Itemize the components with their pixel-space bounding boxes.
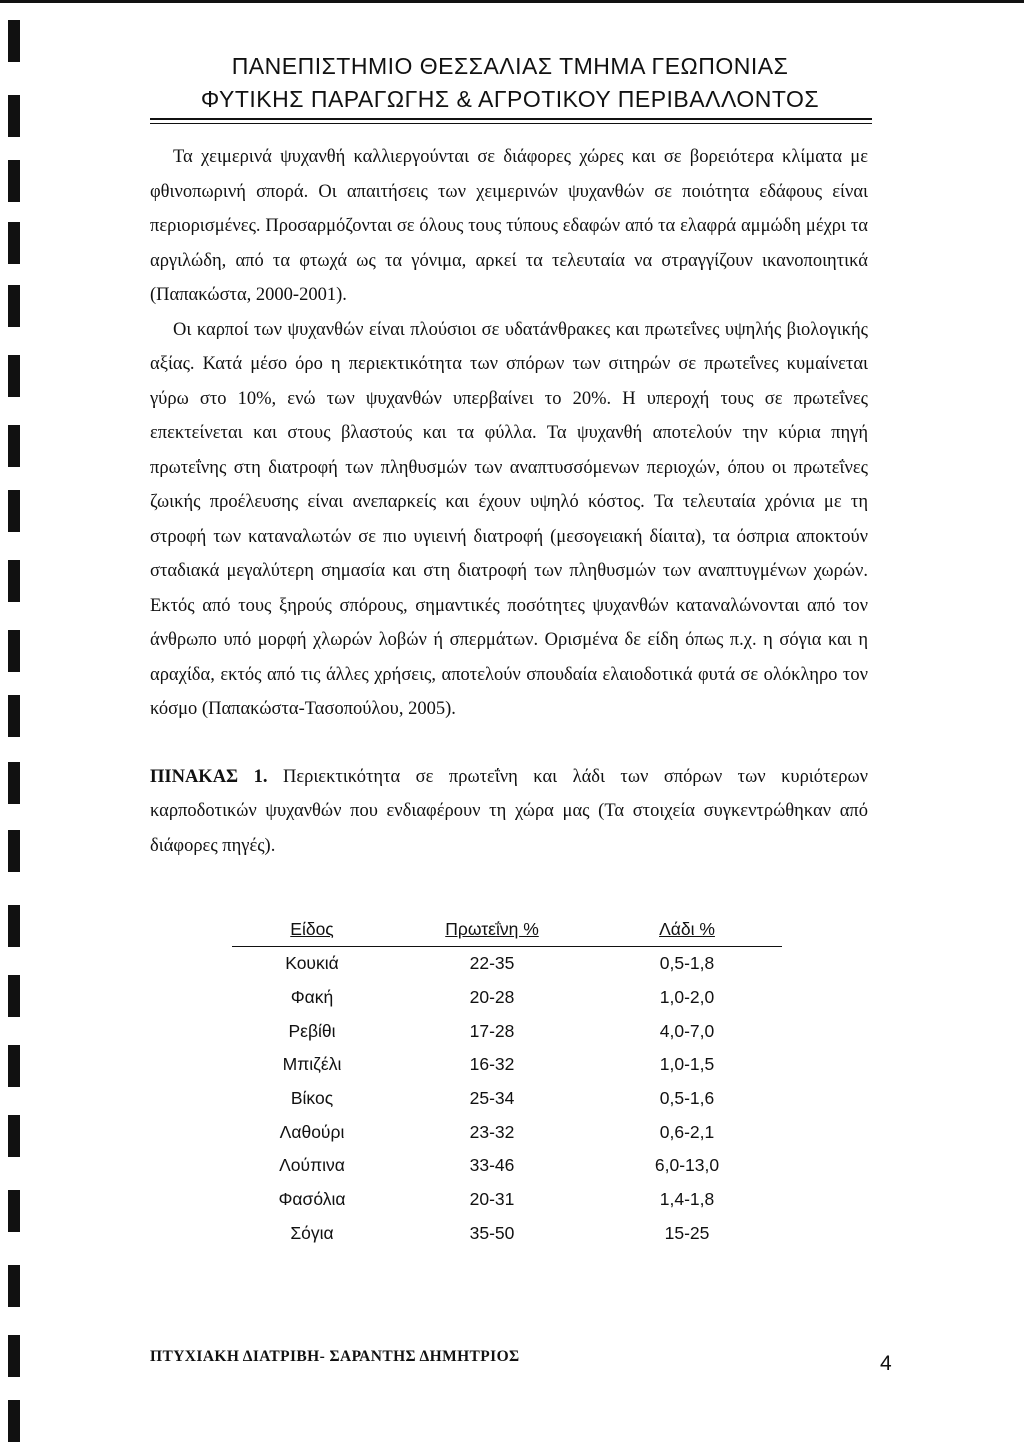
table-cell: Λαθούρι xyxy=(279,1121,345,1142)
table-row xyxy=(232,1048,782,1082)
binding-mark xyxy=(8,1115,20,1157)
table-row xyxy=(232,981,782,1015)
table-caption-text: Περιεκτικότητα σε πρωτεΐνη και λάδι των σπόρων των κυριότερων καρποδοτικών ψυχανθών που ενδιαφέρουν τη χώρα μας (Τα στοιχεία συγκεντρώθηκαν από διάφορες πηγές). xyxy=(150,766,869,856)
table-cell: 1,0-1,5 xyxy=(659,1054,715,1075)
binding-mark xyxy=(8,425,20,467)
header-rule xyxy=(150,118,872,124)
binding-mark xyxy=(8,285,20,327)
table-cell: Λούπινα xyxy=(279,1155,345,1176)
table-cell: Φακή xyxy=(290,987,334,1008)
table-cell: 15-25 xyxy=(664,1222,710,1243)
table-cell: 23-32 xyxy=(469,1121,515,1142)
table-cell: 25-34 xyxy=(469,1088,515,1109)
binding-mark xyxy=(8,490,20,532)
table-cell: 16-32 xyxy=(469,1054,515,1075)
binding-mark xyxy=(8,695,20,737)
table-cell: 0,5-1,6 xyxy=(659,1088,715,1109)
page-number: 4 xyxy=(880,1352,892,1375)
page-top-border xyxy=(0,0,1024,3)
table-caption-label: ΠΙΝΑΚΑΣ 1. xyxy=(150,766,268,787)
header-cell: Είδος xyxy=(290,918,334,939)
binding-mark xyxy=(8,560,20,602)
binding-mark xyxy=(8,905,20,947)
table-cell: 1,0-2,0 xyxy=(659,987,715,1008)
table-row xyxy=(232,1149,782,1183)
binding-mark xyxy=(8,975,20,1017)
table-cell: 0,6-2,1 xyxy=(659,1121,715,1142)
table-row xyxy=(232,1115,782,1149)
paragraph-1: Τα χειμερινά ψυχανθή καλλιεργούνται σε διάφορες χώρες και σε βορειότερα κλίματα με φθινοπωρινή σπορά. Οι απαιτήσεις των χειμερινών ψυχανθών σε ποιότητα εδάφους είναι περιορισμένες. Προσαρμόζονται σε όλους τους τύπους εδαφών από τα ελαφρά αμμώδη μέχρι τα αργιλώδη, από τα φτωχά ως τα γόνιμα, αρκεί τα τελευταία να στραγγίζουν ικανοποιητικά (Παπακώστα, 2000-2001). xyxy=(150,147,868,305)
table-cell: 35-50 xyxy=(469,1222,515,1243)
binding-mark xyxy=(8,222,20,264)
binding-mark xyxy=(8,95,20,137)
table-cell: Ρεβίθι xyxy=(288,1020,336,1041)
table-cell: 6,0-13,0 xyxy=(654,1155,720,1176)
header-cell: Λάδι % xyxy=(659,918,715,939)
binding-mark xyxy=(8,160,20,202)
table-row xyxy=(232,1014,782,1048)
table-cell: 17-28 xyxy=(469,1020,515,1041)
table-cell: 20-31 xyxy=(469,1189,515,1210)
table-row xyxy=(232,1183,782,1217)
table-cell: 1,4-1,8 xyxy=(659,1189,715,1210)
binding-mark xyxy=(8,1045,20,1087)
binding-mark xyxy=(8,20,20,62)
table-cell: 20-28 xyxy=(469,987,515,1008)
binding-mark xyxy=(8,630,20,672)
page-footer: ΠΤΥΧΙΑΚΗ ΔΙΑΤΡΙΒΗ- ΣΑΡΑΝΤΗΣ ΔΗΜΗΤΡΙΟΣ xyxy=(150,1348,520,1365)
table-cell: Σόγια xyxy=(290,1222,334,1243)
data-table xyxy=(232,912,782,1250)
table-cell: 0,5-1,8 xyxy=(659,953,715,974)
header-cell: Πρωτεΐνη % xyxy=(445,918,539,939)
header-line-1: ΠΑΝΕΠΙΣΤΗΜΙΟ ΘΕΣΣΑΛΙΑΣ ΤΜΗΜΑ ΓΕΩΠΟΝΙΑΣ xyxy=(231,53,789,79)
table-cell: 22-35 xyxy=(469,953,515,974)
table-cell: Φασόλια xyxy=(278,1189,346,1210)
page-header xyxy=(150,50,870,116)
table-cell: Μπιζέλι xyxy=(282,1054,342,1075)
binding-mark xyxy=(8,1265,20,1307)
table-cell: Βίκος xyxy=(290,1088,334,1109)
header-line-2: ΦΥΤΙΚΗΣ ΠΑΡΑΓΩΓΗΣ & ΑΓΡΟΤΙΚΟΥ ΠΕΡΙΒΑΛΛΟΝΤΟΣ xyxy=(200,86,820,112)
binding-mark xyxy=(8,355,20,397)
paragraph-2: Οι καρποί των ψυχανθών είναι πλούσιοι σε υδατάνθρακες και πρωτεΐνες υψηλής βιολογικής αξίας. Κατά μέσο όρο η περιεκτικότητα των σπόρων των σιτηρών σε πρωτεΐνες κυμαίνεται γύρω στο 10%, ενώ των ψυχανθών υπερβαίνει το 20%. Η υπεροχή τους σε πρωτεΐνες επεκτείνεται και στους βλαστούς και τα φύλλα. Τα ψυχανθή αποτελούν την κύρια πηγή πρωτεΐνης στη διατροφή των πληθυσμών των αναπτυσσόμενων περιοχών, όπου οι πρωτεΐνες ζωικής προέλευσης είναι ανεπαρκείς και έχουν υψηλό κόστος. Τα τελευταία χρόνια με τη στροφή των καταναλωτών σε πιο υγιεινή διατροφή (μεσογειακή δίαιτα), τα όσπρια αποκτούν σταδιακά μεγαλύτερη σημασία και στη διατροφή των πληθυσμών των αναπτυγμένων χωρών. Εκτός από τους ξηρούς σπόρους, σημαντικές ποσότητες ψυχανθών καταναλώνονται από τον άνθρωπο υπό μορφή χλωρών λοβών ή σπερμάτων. Ορισμένα δε είδη όπως π.χ. η σόγια και η αραχίδα, εκτός από τις άλλες χρήσεις, αποτελούν σπουδαία ελαιοδοτικά φυτά σε ολόκληρο τον κόσμο (Παπακώστα-Τασοπούλου, 2005). xyxy=(150,319,868,719)
table-cell: 33-46 xyxy=(469,1155,515,1176)
binding-mark xyxy=(8,1335,20,1377)
table-cell: Κουκιά xyxy=(285,953,339,974)
table-caption xyxy=(150,760,868,864)
binding-mark xyxy=(8,1190,20,1232)
table-row xyxy=(232,947,782,981)
table-row xyxy=(232,1082,782,1116)
body-text xyxy=(150,140,868,863)
table-cell: 4,0-7,0 xyxy=(659,1020,715,1041)
binding-mark xyxy=(8,1400,20,1442)
binding-mark xyxy=(8,830,20,872)
table-row xyxy=(232,1217,782,1251)
binding-mark xyxy=(8,762,20,804)
binding-marks xyxy=(8,0,22,1450)
table-header-row xyxy=(232,912,782,947)
